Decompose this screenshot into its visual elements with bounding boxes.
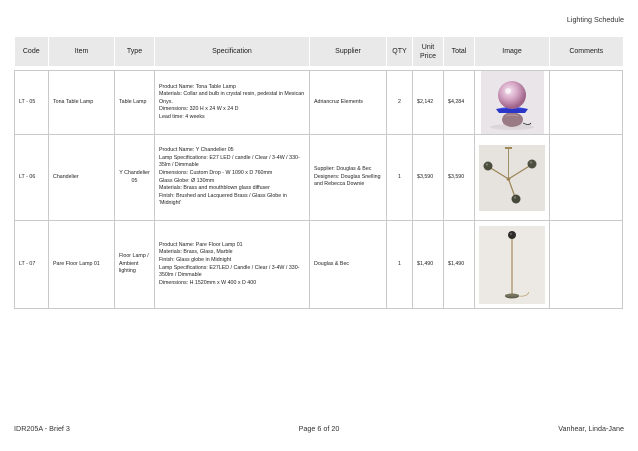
col-header-total: Total [444, 37, 475, 66]
page-header-title: Lighting Schedule [566, 15, 624, 24]
supplier-line: Designers: Douglas Snelling and Rebecca Downie [314, 173, 381, 188]
spec-line: Dimensions: H 1520mm x W 400 x D 400 [159, 279, 257, 286]
cell-comments [550, 71, 623, 135]
table-lamp-photo [481, 71, 544, 134]
cell-comments [550, 221, 623, 309]
supplier-line: Adriancruz Elements [314, 98, 363, 105]
cell-type: Y Chandelier 05 [115, 135, 155, 221]
cell-image [475, 135, 550, 221]
col-header-code: Code [15, 37, 49, 66]
table-row [15, 221, 623, 309]
spec-line: Product Name: Pare Floor Lamp 01 [159, 241, 243, 248]
supplier-line: Douglas & Bec [314, 260, 350, 267]
cell-qty: 1 [387, 135, 413, 221]
spec-line: Glass Globe: Ø 130mm [159, 177, 215, 184]
col-header-unit-price: Unit Price [413, 37, 444, 66]
spec-line: Lamp Specifications: E27LED / Candle / Clear / 3-4W / 330-350lm / Dimmable [159, 264, 300, 279]
cell-code: LT - 05 [15, 71, 49, 135]
lighting-schedule-table [14, 37, 623, 309]
footer-course: IDR205A - Brief 3 [14, 424, 70, 433]
spec-line: Finish: Brushed and Lacquered Brass / Glass Globe in 'Midnight' [159, 192, 287, 207]
col-header-comments: Comments [550, 37, 623, 66]
cell-image [475, 221, 550, 309]
cell-item: Tona Table Lamp [49, 71, 115, 135]
col-header-type: Type [115, 37, 155, 66]
cell-total: $4,284 [444, 71, 475, 135]
col-header-supplier: Supplier [310, 37, 387, 66]
floor-lamp-photo [479, 226, 545, 304]
cell-supplier [310, 71, 387, 135]
cell-supplier [310, 135, 387, 221]
spec-line: Materials: Brass, Glass, Marble [159, 249, 233, 256]
chandelier-photo [479, 145, 545, 211]
footer-author: Vanhear, Linda-Jane [558, 424, 624, 433]
col-header-image: Image [475, 37, 550, 66]
col-header-qty: QTY [387, 37, 413, 66]
footer-page-number: Page 6 of 20 [298, 424, 340, 433]
cell-unit-price: $1,490 [413, 221, 444, 309]
cell-specification [155, 71, 310, 135]
cell-total: $1,490 [444, 221, 475, 309]
table-header-row [15, 37, 623, 66]
cell-image [475, 71, 550, 135]
cell-type: Floor Lamp / Ambient lighting [115, 221, 155, 309]
cell-type: Table Lamp [115, 71, 155, 135]
cell-specification [155, 221, 310, 309]
cell-qty: 1 [387, 221, 413, 309]
cell-unit-price: $3,590 [413, 135, 444, 221]
cell-item: Pare Floor Lamp 01 [49, 221, 115, 309]
col-header-item: Item [49, 37, 115, 66]
cell-comments [550, 135, 623, 221]
spec-line: Materials: Collar and bulb in crystal resin, pedestal in Mexican Onyx. [159, 91, 305, 105]
spec-line: Lead time: 4 weeks [159, 113, 205, 120]
spec-line: Product Name: Tona Table Lamp [159, 83, 236, 90]
cell-code: LT - 06 [15, 135, 49, 221]
cell-code: LT - 07 [15, 221, 49, 309]
spec-line: Materials: Brass and mouthblown glass diffuser [159, 185, 270, 192]
table-row [15, 71, 623, 135]
spec-line: Product Name: Y Chandelier 05 [159, 147, 234, 154]
cell-qty: 2 [387, 71, 413, 135]
cell-item: Chandelier [49, 135, 115, 221]
table-row [15, 135, 623, 221]
spec-line: Dimensions: Custom Drop - W 1090 x D 760mm [159, 169, 273, 176]
cell-unit-price: $2,142 [413, 71, 444, 135]
cell-total: $3,590 [444, 135, 475, 221]
spec-line: Dimensions: 320 H x 24 W x 24 D [159, 106, 239, 113]
spec-line: Finish: Glass globe in Midnight [159, 256, 232, 263]
cell-supplier [310, 221, 387, 309]
cell-specification [155, 135, 310, 221]
spec-line: Lamp Specifications: E27 LED / candle / Clear / 3-4W / 330-35lm / Dimmable [159, 154, 300, 169]
supplier-line: Supplier: Douglas & Bec [314, 166, 372, 173]
col-header-specification: Specification [155, 37, 310, 66]
